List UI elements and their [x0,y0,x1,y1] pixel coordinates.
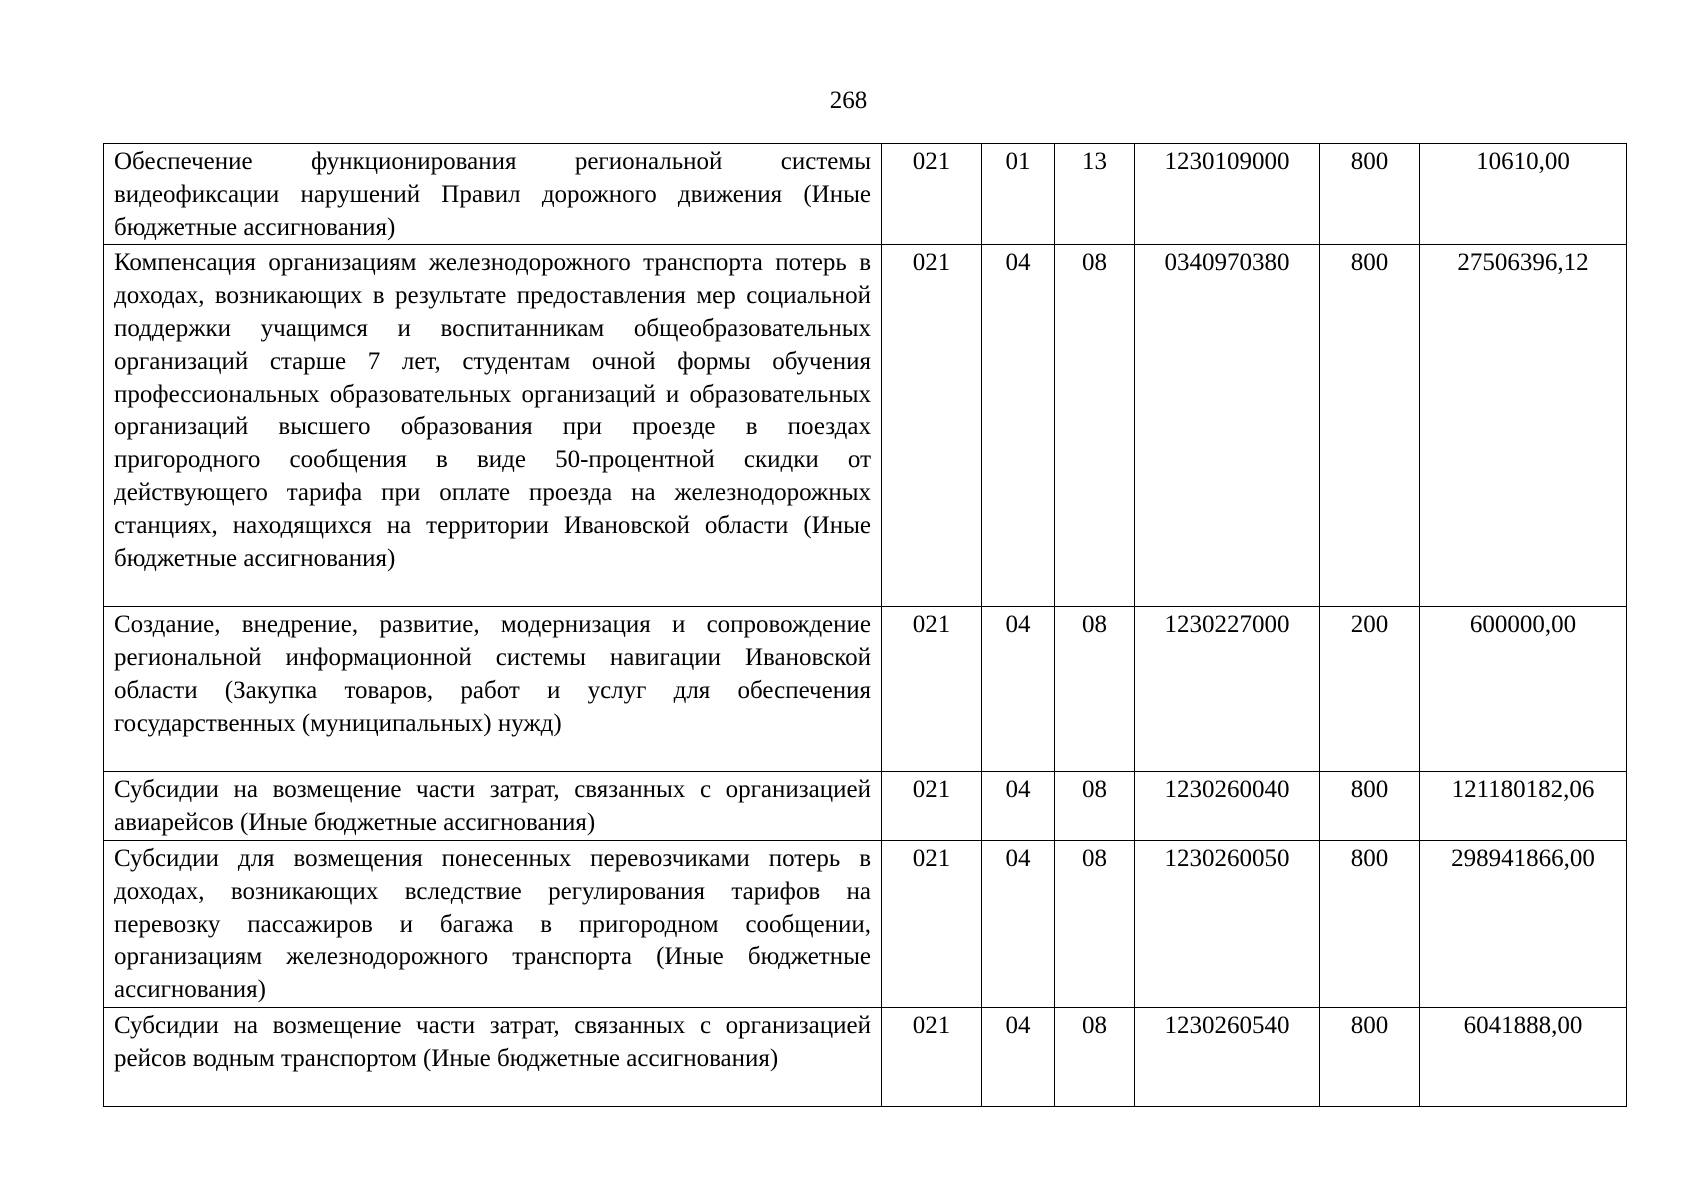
section-code: 04 [982,607,1055,772]
target-article-code: 0340970380 [1135,245,1320,607]
expense-type-code: 800 [1320,840,1420,1007]
subsection-code: 08 [1055,772,1135,841]
section-code: 04 [982,245,1055,607]
subsection-code: 08 [1055,1007,1135,1106]
target-article-code: 1230260050 [1135,840,1320,1007]
subsection-code: 08 [1055,607,1135,772]
budget-table [103,143,1627,1107]
table-row [104,1007,1627,1106]
section-code: 04 [982,1007,1055,1106]
row-description: Субсидии на возмещение части затрат, связанных с организацией авиарейсов (Иные бюджетные ассигнования) [104,772,882,841]
subsection-code: 13 [1055,144,1135,245]
ministry-code: 021 [882,245,982,607]
amount-value: 600000,00 [1420,607,1627,772]
amount-value: 10610,00 [1420,144,1627,245]
target-article-code: 1230109000 [1135,144,1320,245]
expense-type-code: 800 [1320,144,1420,245]
subsection-code: 08 [1055,840,1135,1007]
target-article-code: 1230260540 [1135,1007,1320,1106]
table-row [104,144,1627,245]
ministry-code: 021 [882,607,982,772]
row-description: Обеспечение функционирования региональной системы видеофиксации нарушений Правил дорожного движения (Иные бюджетные ассигнования) [104,144,882,245]
ministry-code: 021 [882,144,982,245]
section-code: 04 [982,772,1055,841]
ministry-code: 021 [882,840,982,1007]
section-code: 01 [982,144,1055,245]
section-code: 04 [982,840,1055,1007]
ministry-code: 021 [882,1007,982,1106]
row-description: Субсидии для возмещения понесенных перевозчиками потерь в доходах, возникающих вследствие регулирования тарифов на перевозку пассажиров и багажа в пригородном сообщении, организациям железнодорожного транспорта (Иные бюджетные ассигнования) [104,840,882,1007]
table-row [104,840,1627,1007]
amount-value: 6041888,00 [1420,1007,1627,1106]
row-description: Компенсация организациям железнодорожного транспорта потерь в доходах, возникающих в результате предоставления мер социальной поддержки учащимся и воспитанникам общеобразовательных организаций старше 7 лет, студентам очной формы обучения профессиональных образовательных организаций и образовательных организаций высшего образования при проезде в поездах пригородного сообщения в виде 50-процентной скидки от действующего тарифа при оплате проезда на железнодорожных станциях, находящихся на территории Ивановской области (Иные бюджетные ассигнования) [104,245,882,607]
target-article-code: 1230260040 [1135,772,1320,841]
expense-type-code: 800 [1320,1007,1420,1106]
amount-value: 298941866,00 [1420,840,1627,1007]
amount-value: 121180182,06 [1420,772,1627,841]
expense-type-code: 800 [1320,245,1420,607]
table-row [104,772,1627,841]
page-number: 268 [829,87,868,114]
row-description: Создание, внедрение, развитие, модернизация и сопровождение региональной информационной системы навигации Ивановской области (Закупка товаров, работ и услуг для обеспечения государственных (муниципальных) нужд) [104,607,882,772]
expense-type-code: 200 [1320,607,1420,772]
amount-value: 27506396,12 [1420,245,1627,607]
expense-type-code: 800 [1320,772,1420,841]
table-row [104,607,1627,772]
ministry-code: 021 [882,772,982,841]
target-article-code: 1230227000 [1135,607,1320,772]
table-row [104,245,1627,607]
row-description: Субсидии на возмещение части затрат, связанных с организацией рейсов водным транспортом (Иные бюджетные ассигнования) [104,1007,882,1106]
subsection-code: 08 [1055,245,1135,607]
